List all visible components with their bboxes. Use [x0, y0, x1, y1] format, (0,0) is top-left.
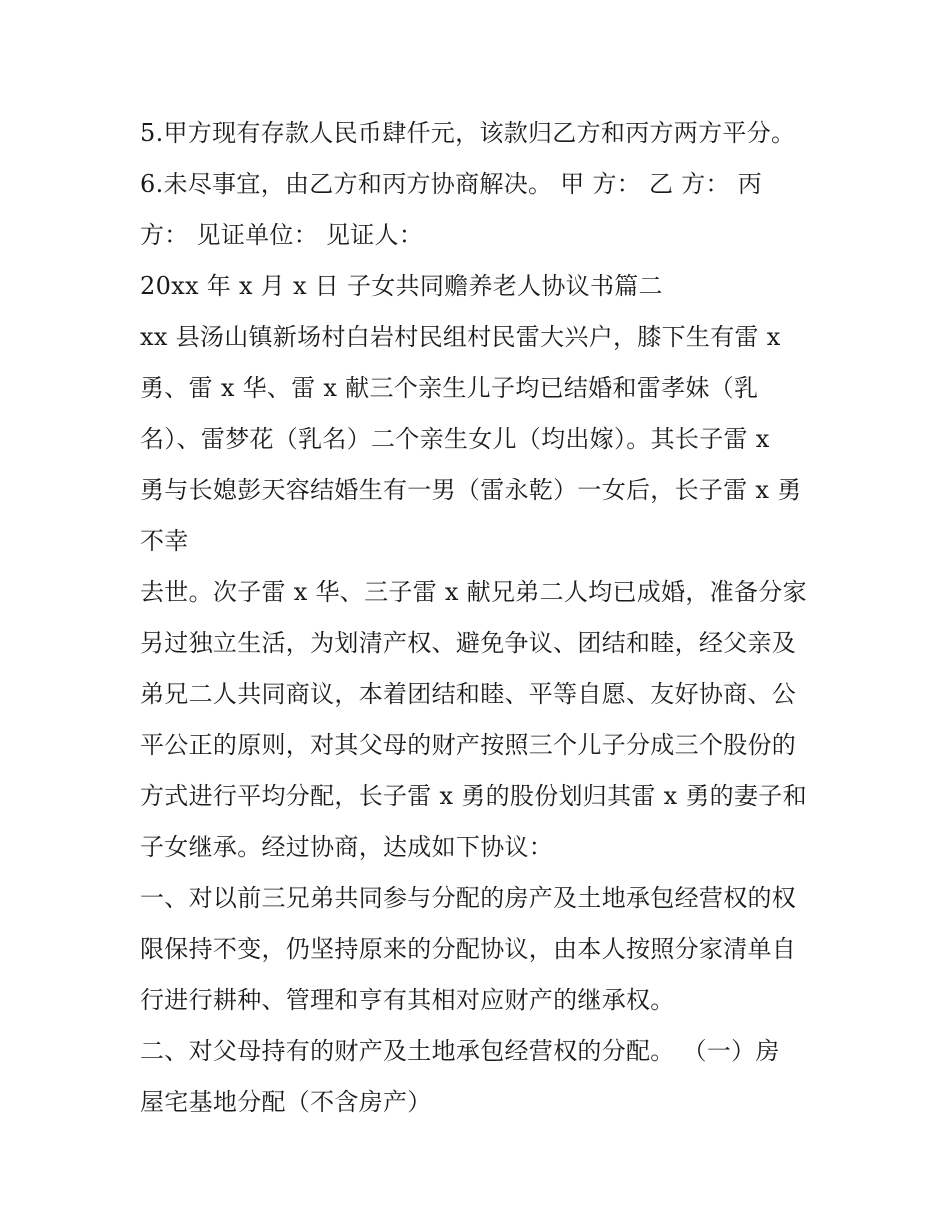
- document-body: [140, 108, 820, 1128]
- text-line: 去世。次子雷 x 华、三子雷 x 献兄弟二人均已成婚，准备分家: [140, 578, 807, 606]
- text-line: 勇、雷 x 华、雷 x 献三个亲生儿子均已结婚和雷孝妹（乳: [140, 374, 759, 402]
- text-line-article-1: 一、对以前三兄弟共同参与分配的房产及土地承包经营权的权: [140, 884, 797, 912]
- text-line-clause-6: 6.未尽事宜，由乙方和丙方协商解决。 甲 方： 乙 方： 丙: [140, 170, 763, 198]
- text-line-article-2: 二、对父母持有的财产及土地承包经营权的分配。 （一）房: [140, 1037, 780, 1065]
- text-line: 不幸: [140, 527, 189, 555]
- text-line-date-heading: 20xx 年 x 月 x 日 子女共同赡养老人协议书篇二: [140, 272, 663, 300]
- text-line: 限保持不变，仍坚持原来的分配协议，由本人按照分家清单自: [140, 935, 797, 963]
- text-line: 名）、雷梦花（乳名）二个亲生女儿（均出嫁）。其长子雷 x: [140, 425, 770, 453]
- text-line: 弟兄二人共同商议，本着团结和睦、平等自愿、友好协商、公: [140, 680, 797, 708]
- text-line-clause-5: 5.甲方现有存款人民币肆仟元，该款归乙方和丙方两方平分。: [140, 119, 796, 147]
- text-line: 方式进行平均分配，长子雷 x 勇的股份划归其雷 x 勇的妻子和: [140, 782, 807, 810]
- text-line: 平公正的原则，对其父母的财产按照三个儿子分成三个股份的: [140, 731, 797, 759]
- text-line: xx 县汤山镇新场村白岩村民组村民雷大兴户，膝下生有雷 x: [140, 323, 781, 351]
- text-line: 子女继承。经过协商，达成如下协议：: [140, 833, 554, 861]
- text-line: 勇与长媳彭天容结婚生有一男（雷永乾）一女后，长子雷 x 勇: [140, 476, 802, 504]
- text-line-signatures: 方： 见证单位： 见证人：: [140, 221, 424, 249]
- text-line: 另过独立生活，为划清产权、避免争议、团结和睦，经父亲及: [140, 629, 797, 657]
- text-line: 行进行耕种、管理和亨有其相对应财产的继承权。: [140, 986, 675, 1014]
- text-line: 屋宅基地分配（不含房产）: [140, 1088, 432, 1116]
